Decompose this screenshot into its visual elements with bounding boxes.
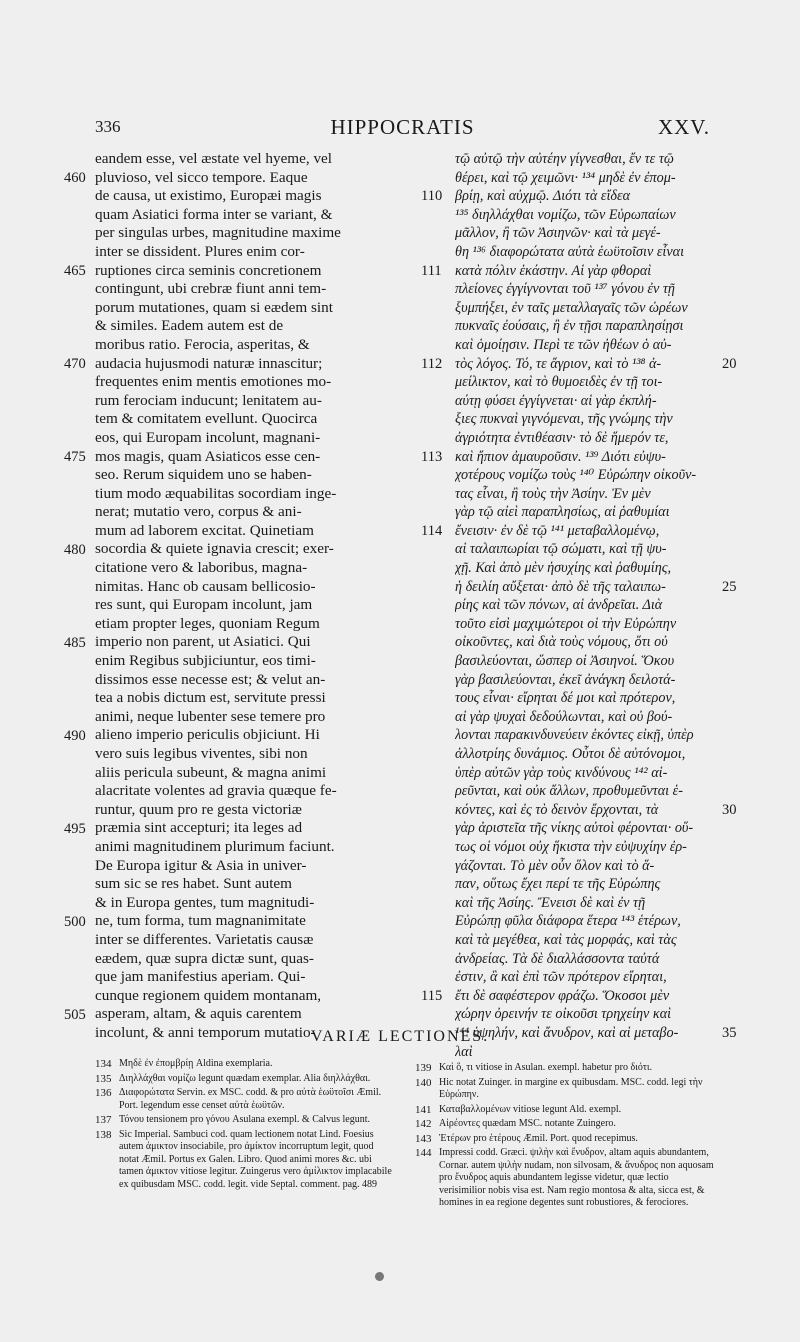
greek-line: πυκναῖς ἐούσαις, ἢ ἐν τῇσι παραπλησίῃσι <box>455 318 684 335</box>
greek-line: ¹³⁵ διηλλάχθαι νομίζω, τῶν Εὐρωπαίων <box>455 206 676 223</box>
variant-note <box>415 1147 715 1210</box>
greek-line: ἀγριότητα ἐντιθέασιν· τὸ δὲ ἥμερόν τε, <box>455 429 669 446</box>
variae-lectiones-title: VARIÆ LECTIONES. <box>310 1028 490 1045</box>
latin-line: que jam manifestius aperiam. Qui- <box>95 968 306 986</box>
latin-line: audacia hujusmodi naturæ innascitur; <box>95 354 323 372</box>
greek-line: οἰκοῦντες, καὶ διὰ τοὺς νόμους, ὅτι οὐ <box>455 634 668 651</box>
greek-line: Εὐρώπῃ φῦλα διάφορα ἕτερα ¹⁴³ ἑτέρων, <box>455 913 681 930</box>
greek-line: τῷ αὐτῷ τὴν αὐτέην γίγνεσθαι, ἔν τε τῷ <box>455 151 674 167</box>
latin-line: per singulas urbes, magnitudine maxime <box>95 224 341 242</box>
greek-line: ¹⁴⁴ ὑψηλήν, καὶ ἄνυδρον, καὶ αἱ μεταβο- <box>455 1024 679 1041</box>
notes-left-column <box>95 1058 395 1193</box>
note-text: Impressi codd. Græci. ψιλὴν καὶ ἔνυδρον, altam aquis abundantem, Cornar. autem ψιλὴν nudam, non silvosam, & ἄνυδρος non aquosam pro ἔνυδρος aquis abundantem legisse videtur, quæ lectio verisimilior nobis visa est. Nam regio montosa & alta, sicca est, & homines in ea regione degentes sunt robustiores, & ferociores. <box>439 1147 714 1208</box>
note-text: Μηδὲ ἐν ἐπομβρίῃ Aldina exemplaria. <box>119 1058 273 1069</box>
latin-line: aliis pericula subeunt, & magna animi <box>95 763 327 781</box>
latin-line: inter se differentes. Varietatis causæ <box>95 930 314 948</box>
note-number: 138 <box>95 1128 112 1141</box>
variant-note <box>415 1077 715 1102</box>
latin-line: porum mutationes, quam si eædem sint <box>95 298 333 316</box>
greek-line: τας εἶναι, ἢ τοὺς τὴν Ἀσίην. Ἐν μὲν <box>455 485 651 502</box>
greek-line: πλείονες ἐγγίγνονται τοῦ ¹³⁷ γόνου ἐν τῇ <box>455 281 675 298</box>
latin-line: inter se dissident. Plures enim cor- <box>95 242 305 260</box>
latin-line: runtur, quum pro re gesta victoriæ <box>95 800 302 818</box>
latin-line: De Europa igitur & Asia in univer- <box>95 856 307 874</box>
greek-line: καὶ ὁμοίῃσιν. Περὶ τε τῶν ἠθέων ὁ αὐ- <box>455 336 672 353</box>
greek-line-number: 114 <box>421 523 443 539</box>
greek-line: αύτῃ φύσει ἐγγίγνεται· αἱ γὰρ ἐκπλή- <box>455 392 657 409</box>
latin-line: imperio non parent, ut Asiatici. Qui <box>95 633 311 651</box>
variant-note <box>95 1058 395 1071</box>
greek-line: ἐστιν, ἃ καὶ ἐπὶ τῶν πρότερον εἴρηται, <box>455 969 667 986</box>
note-number: 137 <box>95 1114 112 1126</box>
page-number: 336 <box>95 117 121 136</box>
greek-line: ὑπὲρ αὐτῶν γὰρ τοὺς κινδύνους ¹⁴² αἱ- <box>455 764 668 781</box>
right-margin-number: 30 <box>722 802 737 818</box>
greek-line-number: 113 <box>421 448 443 465</box>
page-dot <box>375 1272 384 1281</box>
note-number: 144 <box>415 1147 432 1159</box>
variant-note <box>95 1073 395 1086</box>
right-margin-number: 35 <box>722 1025 737 1042</box>
latin-line: tium modo æquabilitas socordiam inge- <box>95 484 337 502</box>
latin-line-number: 485 <box>64 634 86 651</box>
greek-line: ρεῦνται, καὶ οὐκ ἄλλων, προθυμεῦνται ἑ- <box>455 783 683 800</box>
note-text: Καταβαλλομένων vitiose legunt Ald. exempl. <box>439 1103 622 1115</box>
latin-line: quam Asiatici forma inter se variant, & <box>95 205 333 223</box>
variant-note <box>95 1087 395 1112</box>
note-number: 136 <box>95 1087 112 1099</box>
variant-note <box>415 1133 715 1146</box>
greek-line: χοτέρους νομίζω τοὺς ¹⁴⁰ Εὐρώπην οἰκοῦν- <box>455 467 697 484</box>
latin-line-number: 505 <box>64 1006 86 1023</box>
latin-line: seo. Rerum siquidem uno se haben- <box>95 466 312 484</box>
note-number: 134 <box>95 1058 112 1070</box>
note-number: 141 <box>415 1103 432 1116</box>
greek-line: ρίης καὶ τῶν πόνων, αἱ ἀνδρεῖαι. Διὰ <box>455 597 663 614</box>
greek-line-number: 115 <box>421 988 443 1004</box>
greek-line: θη ¹³⁶ διαφορώτατα αὐτὰ ἑωϋτοῖσιν εἶναι <box>455 243 685 260</box>
latin-line: etiam propter leges, quoniam Regum <box>95 614 320 632</box>
greek-line: καὶ τὰ μεγέθεα, καὶ τὰς μορφάς, καὶ τὰς <box>455 931 677 948</box>
latin-line: rum ferociam inducunt; lenitatem au- <box>95 391 322 409</box>
right-margin-number: 20 <box>722 355 737 372</box>
note-number: 142 <box>415 1118 432 1130</box>
greek-line: τως οἱ νόμοι οὐχ ἥκιστα τὴν εὐψυχίην ἐρ- <box>455 838 687 855</box>
note-number: 135 <box>95 1072 112 1085</box>
note-number: 143 <box>415 1132 432 1145</box>
greek-line: χῇ. Καὶ ἀπὸ μὲν ἡσυχίης καὶ ῥαθυμίης, <box>455 560 672 577</box>
greek-line: γὰρ ἀριστεῖα τῆς νίκης αὐτοὶ φέρονται· οὕ- <box>455 820 694 837</box>
greek-line: ἀλλοτρίης δυνάμιος. Οὗτοι δὲ αὐτόνομοι, <box>455 746 686 762</box>
greek-line: βρίῃ, καὶ αὐχμῷ. Διότι τὰ εἴδεα <box>455 188 631 205</box>
latin-line: eandem esse, vel æstate vel hyeme, vel <box>95 150 333 167</box>
page-header <box>95 117 710 141</box>
latin-line: asperam, altam, & aquis carentem <box>95 1005 302 1023</box>
greek-line: γάζονται. Τὸ μὲν οὖν ὅλον καὶ τὸ ἅ- <box>455 857 655 874</box>
latin-line: ne, tum forma, tum magnanimitate <box>95 912 306 930</box>
greek-line: αἱ γὰρ ψυχαὶ δεδούλωνται, καὶ οὐ βού- <box>455 708 673 725</box>
greek-line: γὰρ τῷ αἰεὶ παραπλησίως, αἱ ῥαθυμίαι <box>455 504 670 521</box>
latin-line: & in Europa gentes, tum magnitudi- <box>95 893 315 911</box>
note-text: Καὶ ὅ, τι vitiose in Asulan. exempl. habetur pro διότι. <box>439 1062 653 1073</box>
greek-line: παν, οὕτως ἔχει περί τε τῆς Εὐρώπης <box>455 876 661 893</box>
right-margin-number: 25 <box>722 578 737 595</box>
greek-line: ἡ δειλίη αὔξεται· ἀπὸ δὲ τῆς ταλαιπω- <box>455 578 666 595</box>
latin-line: tem & comitatem evellunt. Quocirca <box>95 410 318 428</box>
variant-note <box>415 1104 715 1117</box>
latin-line-number: 495 <box>64 820 86 837</box>
greek-line: χώρην ὀρεινήν τε οἰκοῦσι τρηχείην καὶ <box>455 1006 672 1023</box>
latin-line: moribus ratio. Ferocia, asperitas, & <box>95 335 310 353</box>
latin-line: animi, neque lubenter sese temere pro <box>95 707 326 725</box>
greek-line: μᾶλλον, ἢ τῶν Ἀσιηνῶν· καὶ τὰ μεγέ- <box>455 225 661 242</box>
latin-line: de causa, ut existimo, Europæi magis <box>95 187 322 205</box>
greek-line: λαὶ <box>455 1043 473 1060</box>
greek-line-number: 111 <box>421 262 442 279</box>
greek-line: κόντες, καὶ ἐς τὸ δεινὸν ἔρχονται, τὰ <box>455 801 659 818</box>
greek-column <box>455 150 711 1061</box>
latin-line: alacritate volentes ad gravia quæque fe- <box>95 782 337 800</box>
greek-line: καὶ ἤπιον ἀμαυροῦσιν. ¹³⁹ Διότι εὐψυ- <box>455 448 666 465</box>
latin-line-number: 470 <box>64 355 86 372</box>
latin-line: sum sic se res habet. Sunt autem <box>95 875 292 893</box>
greek-line: γὰρ βασιλεύονται, ἐκεῖ ἀνάγκη δειλοτά- <box>455 671 676 688</box>
greek-line: βασιλεύονται, ὥσπερ οἱ Ἀσιηνοί. Ὅκου <box>455 653 675 670</box>
greek-line: θέρει, καὶ τῷ χειμῶνι· ¹³⁴ μηδὲ ἐν ἐπομ- <box>455 169 676 186</box>
note-text: Hic notat Zuinger. in margine ex quibusdam. MSC. codd. legi τὴν Εὐρώπην. <box>439 1076 703 1100</box>
latin-line: cunque regionem quidem montanam, <box>95 986 322 1004</box>
chapter-number: XXV. <box>657 115 710 139</box>
greek-line: καὶ τῆς Ἀσίης. Ἔνεισι δὲ καὶ ἐν τῇ <box>455 894 646 911</box>
greek-line: τους εἶναι· εἴρηται δέ μοι καὶ πρότερον, <box>455 690 676 707</box>
note-text: Τόνου tensionem pro γόνου Asulana exempl. & Calvus legunt. <box>119 1114 370 1125</box>
greek-line: τὸς λόγος. Τό, τε ἄγριον, καὶ τὸ ¹³⁸ ἀ- <box>455 355 662 372</box>
greek-line: ξυμπήξει, ἐν ταῖς μεταλλαγαῖς τῶν ὡρέων <box>455 299 688 316</box>
variant-note <box>95 1129 395 1192</box>
latin-line: frequentes enim mentis emotiones mo- <box>95 373 332 391</box>
greek-line: αἱ ταλαιπωρίαι τῷ σώματι, καὶ τῇ ψυ- <box>455 541 667 558</box>
variant-note <box>415 1062 715 1075</box>
latin-line-number: 475 <box>64 448 86 465</box>
running-title: HIPPOCRATIS <box>330 115 475 139</box>
latin-line-number: 465 <box>64 262 86 279</box>
latin-line: contingunt, ubi crebræ fiunt anni tem- <box>95 280 327 298</box>
latin-line: res sunt, qui Europam incolunt, jam <box>95 596 313 614</box>
latin-line-number: 490 <box>64 727 86 744</box>
latin-line: alieno imperio periculis objiciunt. Hi <box>95 726 320 744</box>
note-text: Διηλλάχθαι νομίζω legunt quædam exemplar. Alia διηλλάχθαι. <box>119 1072 371 1084</box>
greek-line: τοῦτο εἰσὶ μαχιμώτεροι οἱ τὴν Εὐρώπην <box>455 615 677 632</box>
note-text: Αἱρέοντες quædam MSC. notante Zuingero. <box>439 1118 616 1129</box>
latin-line: & similes. Eadem autem est de <box>95 317 284 335</box>
note-text: Διαφορώτατα Servin. ex MSC. codd. & pro αὐτὰ ἑωϋτοῖσι Æmil. Port. legendum esse censet αὐτὰ ἑωϋτῶν. <box>119 1087 382 1111</box>
latin-line-number: 500 <box>64 913 86 930</box>
greek-line-number: 110 <box>421 188 443 205</box>
greek-line: μείλικτον, καὶ τὸ θυμοειδὲς ἐν τῇ τοι- <box>455 374 663 391</box>
latin-line: eædem, quæ supra dictæ sunt, quas- <box>95 949 314 967</box>
note-text: Ἑτέρων pro ἑτέρους Æmil. Port. quod recepimus. <box>439 1132 638 1144</box>
notes-right-column <box>415 1062 715 1212</box>
latin-line: enim Regibus subjiciuntur, eos timi- <box>95 652 316 670</box>
latin-line-number: 480 <box>64 541 86 558</box>
latin-line: socordia & quiete ignavia crescit; exer- <box>95 540 334 558</box>
latin-column <box>95 150 417 1043</box>
latin-line: nimitas. Hanc ob causam bellicosio- <box>95 577 316 595</box>
latin-line: dissimos esse necesse est; & velut an- <box>95 670 326 688</box>
latin-line-number: 460 <box>64 169 86 186</box>
latin-line: incolunt, & anni temporum mutatio- <box>95 1023 316 1041</box>
greek-line-number: 112 <box>421 355 443 372</box>
variant-note <box>415 1118 715 1131</box>
greek-line: ἔτι δὲ σαφέστερον φράζω. Ὅκοσοι μὲν <box>455 987 670 1004</box>
greek-line: λονται παρακινδυνεύειν ἑκόντες εἰκῇ, ὑπὲρ <box>455 727 694 744</box>
latin-line: vero suis legibus viventes, sibi non <box>95 745 308 762</box>
latin-line: tea a nobis dictum est, servitute pressi <box>95 689 326 707</box>
greek-line: ἀνδρείας. Τὰ δὲ διαλλάσσοντα ταὐτά <box>455 950 660 967</box>
note-number: 140 <box>415 1076 432 1089</box>
note-number: 139 <box>415 1062 432 1074</box>
variant-note <box>95 1114 395 1127</box>
greek-line: κατὰ πόλιν ἑκάστην. Αἱ γὰρ φθοραὶ <box>455 262 652 279</box>
latin-line: nerat; mutatio vero, corpus & ani- <box>95 503 302 521</box>
latin-line: ruptiones circa seminis concretionem <box>95 261 322 279</box>
greek-line: ἔνεισιν· ἐν δὲ τῷ ¹⁴¹ μεταβαλλομένῳ, <box>455 522 660 539</box>
latin-line: pluvioso, vel sicco tempore. Eaque <box>95 168 308 186</box>
greek-line: ξιες πυκναὶ γιγνόμεναι, τῆς γνώμης τὴν <box>455 411 673 428</box>
latin-line: præmia sint accepturi; ita leges ad <box>95 819 303 837</box>
latin-line: mum ad laborem excitat. Quinetiam <box>95 521 314 539</box>
latin-line: mos magis, quam Asiaticos esse cen- <box>95 447 321 465</box>
latin-line: eos, qui Europam incolunt, magnani- <box>95 428 321 446</box>
latin-line: citatione vero & laboribus, magna- <box>95 559 308 577</box>
note-text: Sic Imperial. Sambuci cod. quam lectionem notat Lind. Foesius autem ἀμικτον insociabile, pro ἀμίκτον incorruptum legit, quod notat Æmil. Portus ex Galen. Libro. Quod animi mores &c. ubi tamen ἀμικτον vitiose legitur. Zuingerus vero ἀμίλικτον implacabile ex quibusdam MSC. codd. legit. vide Septal. comment. pag. 489 <box>119 1128 392 1190</box>
latin-line: animi magnitudinem plurimum faciunt. <box>95 837 335 855</box>
